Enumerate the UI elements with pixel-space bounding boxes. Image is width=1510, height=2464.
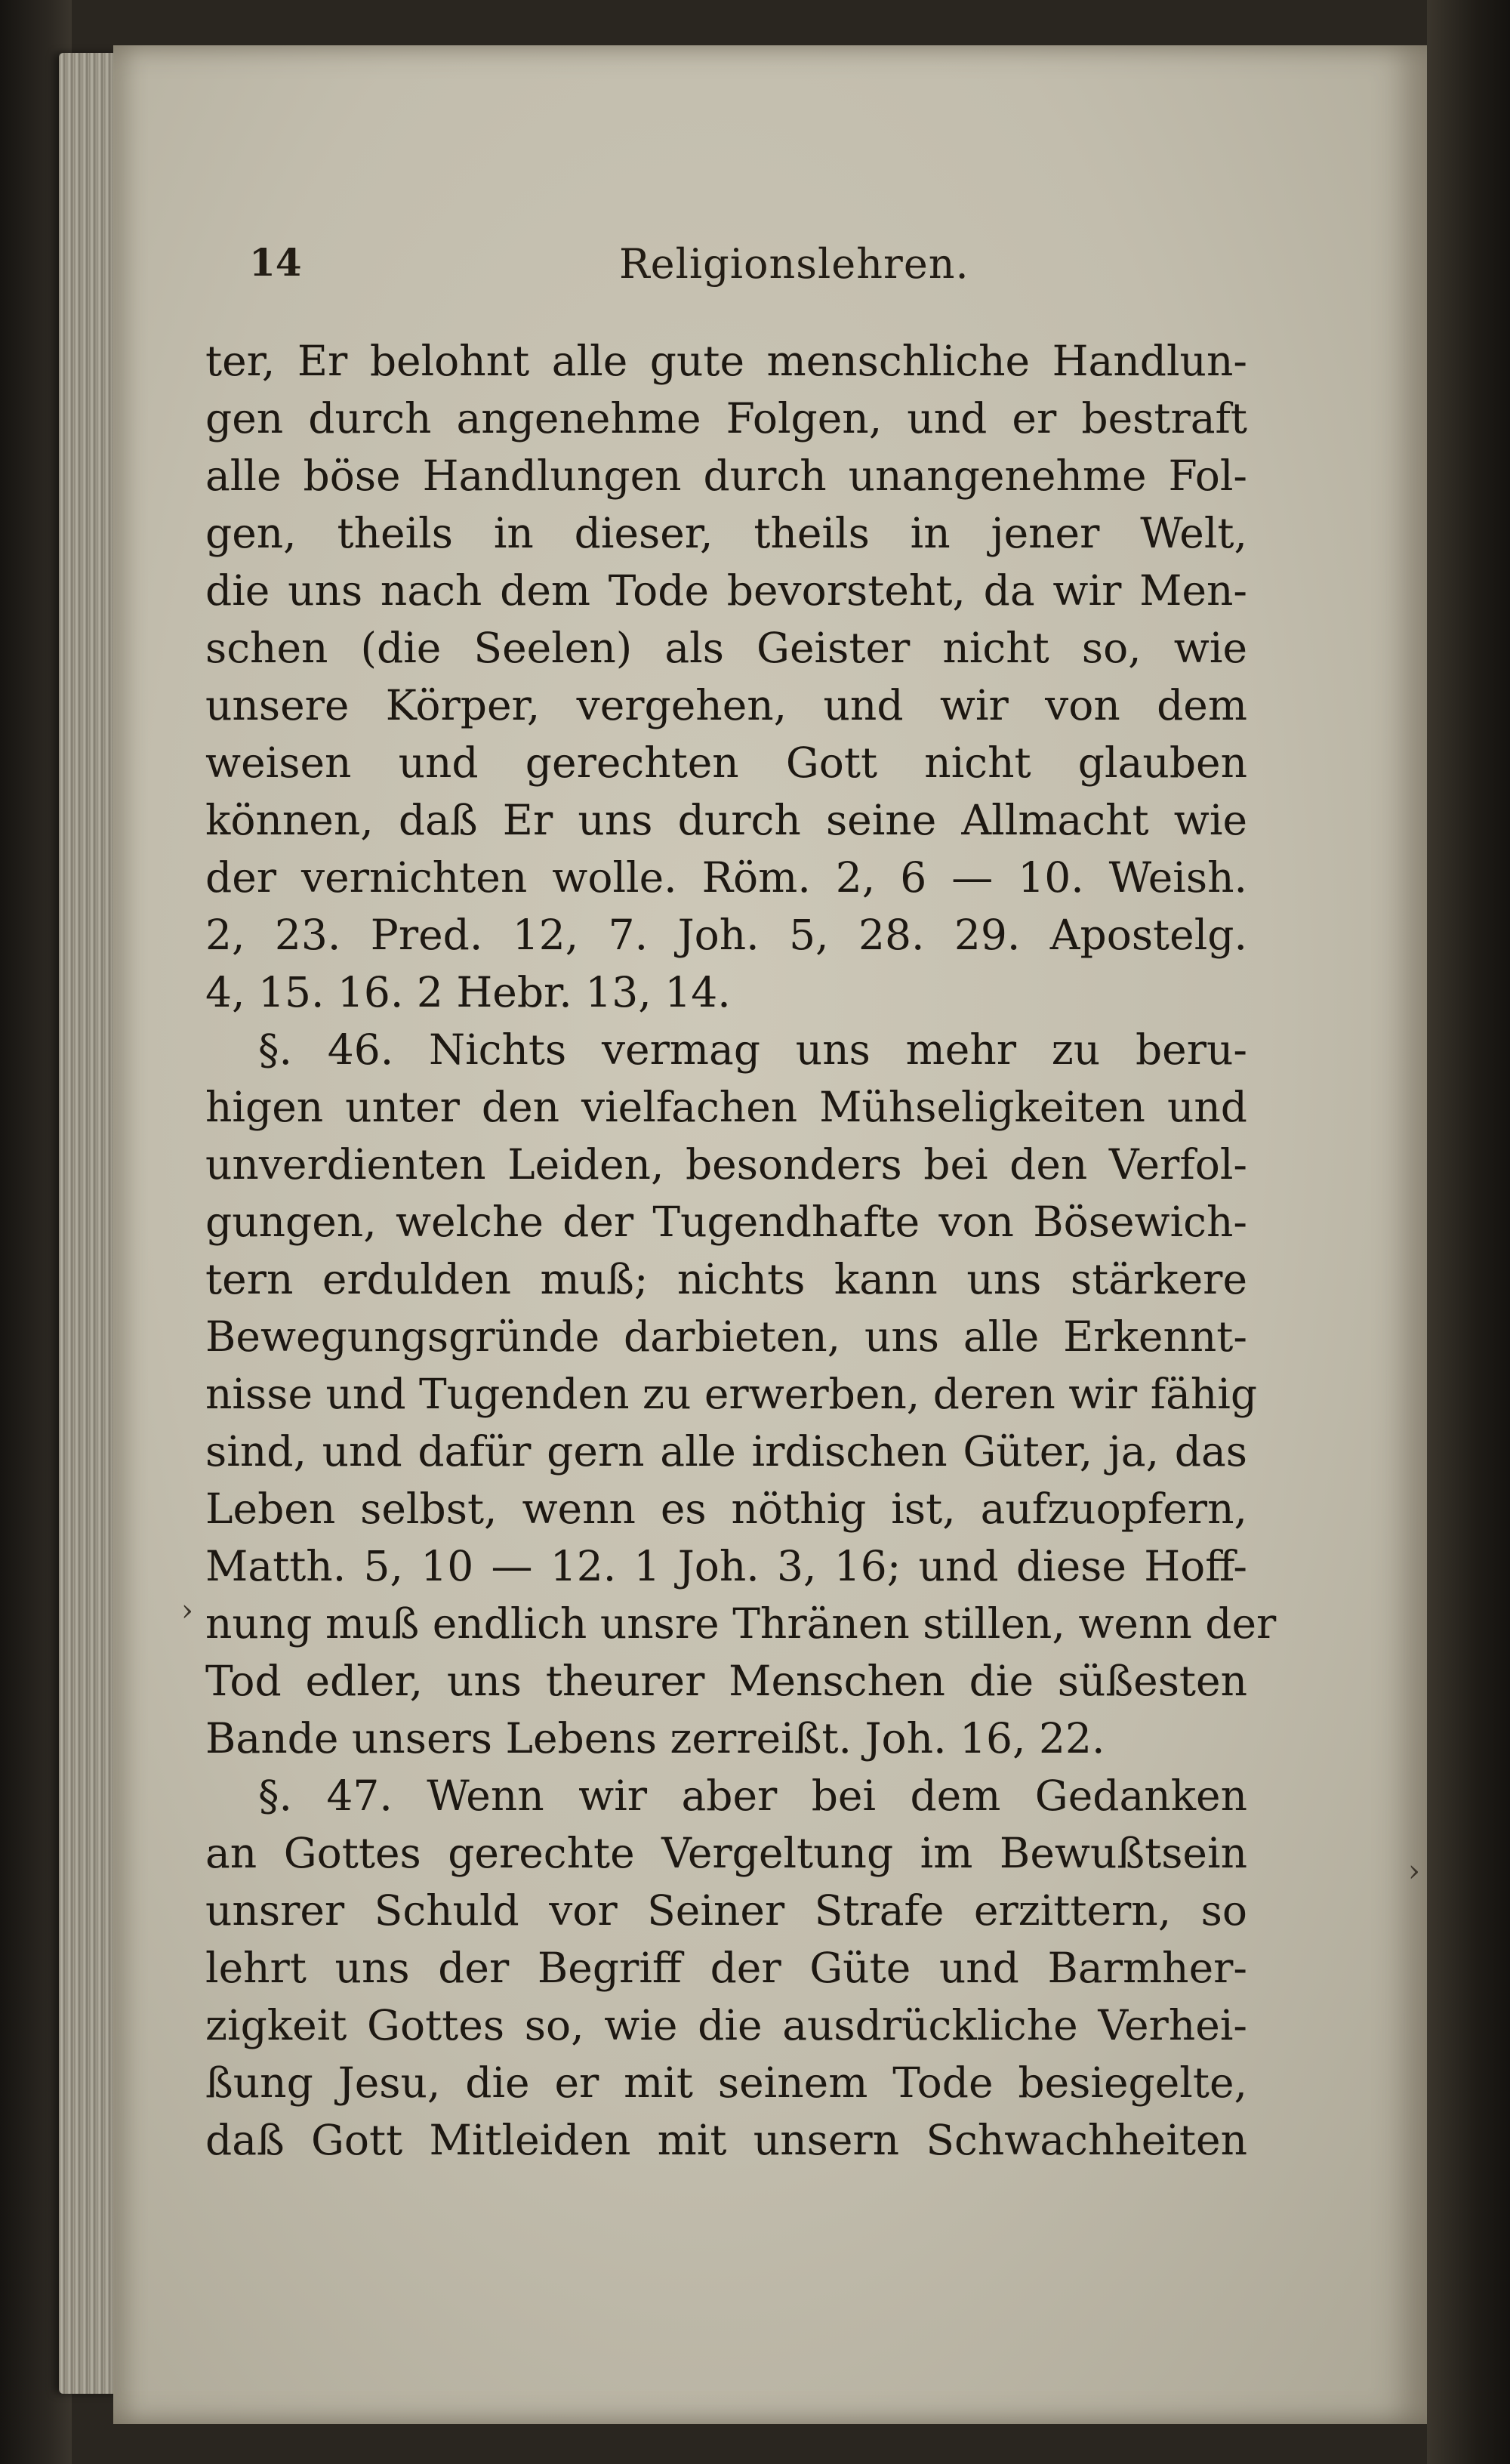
text-line: ter, Er belohnt alle gute menschliche Handlun-	[205, 337, 1247, 385]
text-line: sind, und dafür gern alle irdischen Güter, ja, das	[205, 1427, 1247, 1476]
page-header	[249, 240, 1382, 301]
text-line: nung muß endlich unsre Thränen stillen, wenn der	[205, 1599, 1277, 1648]
text-line: an Gottes gerechte Vergeltung im Bewußtsein	[205, 1829, 1247, 1877]
text-line: nisse und Tugenden zu erwerben, deren wir fähig	[205, 1370, 1258, 1418]
section-46-start: §. 46. Nichts vermag uns mehr zu beru-	[258, 1025, 1247, 1074]
text-line: können, daß Er uns durch seine Allmacht wie	[205, 796, 1247, 844]
body-text	[205, 332, 1277, 2169]
text-line: 2, 23. Pred. 12, 7. Joh. 5, 28. 29. Apostelg.	[205, 911, 1247, 959]
margin-mark-right: ›	[1408, 1854, 1420, 1889]
text-line: ßung Jesu, die er mit seinem Tode besiegelte,	[205, 2058, 1247, 2107]
text-line: gen, theils in dieser, theils in jener Welt,	[205, 509, 1247, 557]
text-line: zigkeit Gottes so, wie die ausdrückliche Verhei-	[205, 2001, 1247, 2049]
margin-mark-left: ›	[181, 1593, 193, 1628]
text-line: unsere Körper, vergehen, und wir von dem	[205, 681, 1247, 729]
text-line: higen unter den vielfachen Mühseligkeiten und	[205, 1083, 1247, 1131]
text-line: gen durch angenehme Folgen, und er bestraft	[205, 394, 1247, 443]
text-line: unverdienten Leiden, besonders bei den Verfol-	[205, 1140, 1247, 1189]
text-line: schen (die Seelen) als Geister nicht so, wie	[205, 624, 1247, 672]
text-line: weisen und gerechten Gott nicht glauben	[205, 739, 1247, 787]
text-line: gungen, welche der Tugendhafte von Bösewich-	[205, 1198, 1247, 1246]
book-cover-right	[1427, 0, 1510, 2464]
text-line: Bewegungsgründe darbieten, uns alle Erkennt-	[205, 1312, 1247, 1361]
text-line: der vernichten wolle. Röm. 2, 6 — 10. Weish.	[205, 853, 1247, 902]
running-head: Religionslehren.	[619, 240, 969, 288]
text-line: daß Gott Mitleiden mit unsern Schwachheiten	[205, 2116, 1247, 2164]
text-line: tern erdulden muß; nichts kann uns stärkere	[205, 1255, 1247, 1303]
section-47-start: §. 47. Wenn wir aber bei dem Gedanken	[258, 1772, 1247, 1820]
text-line: unsrer Schuld vor Seiner Strafe erzittern, so	[205, 1886, 1247, 1935]
page-number: 14	[249, 240, 302, 285]
text-line: Tod edler, uns theurer Menschen die süßesten	[205, 1657, 1247, 1705]
text-line: die uns nach dem Tode bevorsteht, da wir Men-	[205, 566, 1247, 615]
text-line: alle böse Handlungen durch unangenehme Fol-	[205, 452, 1247, 500]
text-line: Bande unsers Lebens zerreißt. Joh. 16, 22.	[205, 1714, 1105, 1762]
text-line: Matth. 5, 10 — 12. 1 Joh. 3, 16; und diese Hoff-	[205, 1542, 1247, 1590]
text-line: lehrt uns der Begriff der Güte und Barmher-	[205, 1944, 1247, 1992]
text-line: 4, 15. 16. 2 Hebr. 13, 14.	[205, 968, 731, 1016]
text-line: Leben selbst, wenn es nöthig ist, aufzuopfern,	[205, 1485, 1247, 1533]
